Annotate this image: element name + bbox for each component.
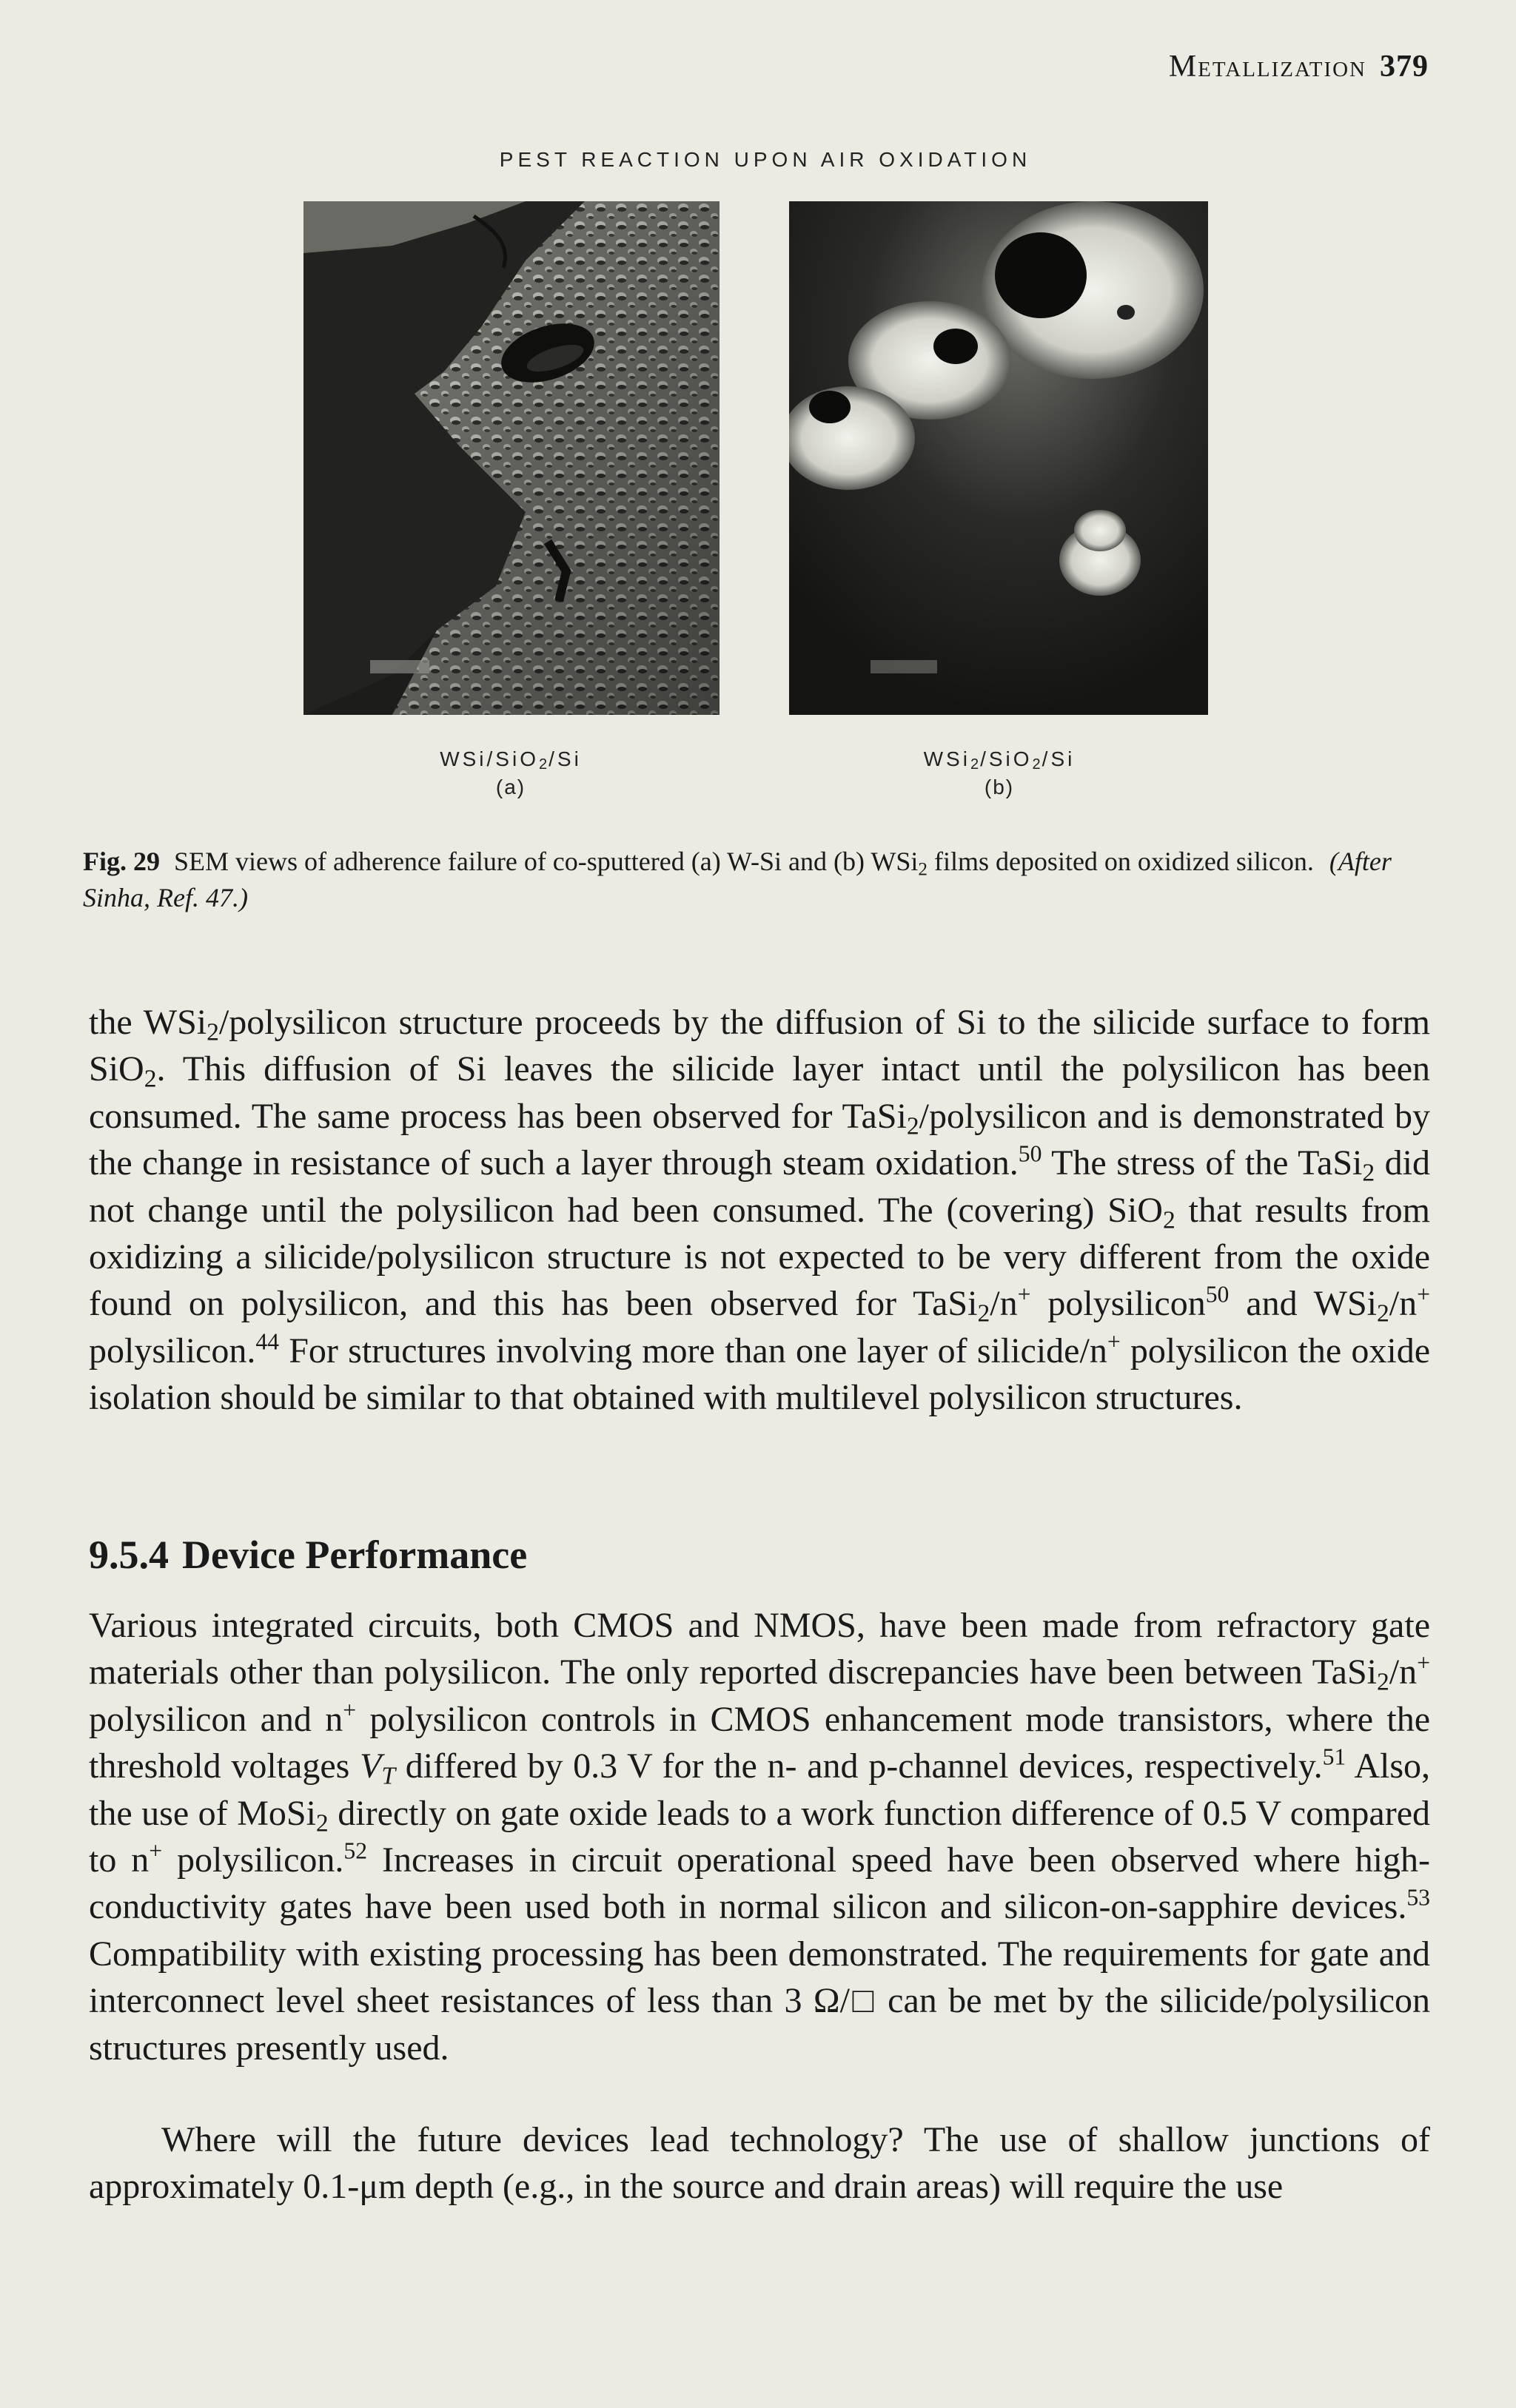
caption-text-1: SEM views of adherence failure of co-sputtered (a) W-Si and (b) WSi — [174, 847, 919, 876]
panel-a-label-sub: 2 — [538, 756, 549, 773]
running-title: Metallization — [1168, 50, 1366, 84]
p1-s4: /polysilicon and is demonstrated by the change in resistance of such a layer through steam oxidation. — [89, 1096, 1430, 1183]
panel-a-label-prefix: WSi/SiO — [440, 747, 539, 770]
p1-s1-sub: 2 — [207, 1018, 219, 1046]
p2-threshold-var-sub: T — [381, 1762, 396, 1790]
p2-s5: differed by 0.3 V for the n- and p-channel devices, respectively. — [395, 1746, 1323, 1786]
panel-b-label-sub1: 2 — [970, 756, 981, 773]
paragraph-1 — [89, 999, 1430, 1422]
p2-s7-sup: + — [149, 1837, 163, 1864]
paragraph-2 — [89, 1602, 1430, 2071]
p1-s13: For structures involving more than one layer of silicide/n — [279, 1331, 1107, 1371]
p2-s8-sup: 52 — [343, 1837, 368, 1864]
p1-s5: The stress of the TaSi — [1042, 1143, 1363, 1183]
p1-s9: polysilicon — [1030, 1284, 1206, 1324]
figure-number: Fig. 29 — [83, 847, 160, 876]
figure-caption — [83, 844, 1430, 916]
panel-b-letter: (b) — [984, 776, 1015, 798]
p2-s1: Various integrated circuits, both CMOS and NMOS, have been made from refractory gate materials other than polysilicon. The only reported discrepancies have been between TaSi — [89, 1606, 1430, 1692]
p1-s8: /n — [990, 1284, 1018, 1324]
p1-s7: that results from oxidizing a silicide/polysilicon structure is not expected to be very different from the oxide found on polysilicon, and this has been observed for TaSi — [89, 1190, 1430, 1324]
p2-s3: polysilicon and n — [89, 1699, 343, 1739]
sem-image-a-graphic — [303, 201, 720, 715]
p1-s2-sub: 2 — [144, 1065, 157, 1093]
panel-a-material — [440, 747, 582, 773]
section-heading — [89, 1532, 527, 1578]
p2-s6-sub: 2 — [315, 1809, 329, 1837]
p2-s4: polysilicon controls in CMOS enhancement mode transistors, where the threshold voltages — [89, 1699, 1430, 1786]
p1-s9-sup: 50 — [1205, 1282, 1230, 1308]
section-number: 9.5.4 — [89, 1533, 169, 1577]
section-title: Device Performance — [182, 1533, 528, 1577]
panel-label-a — [385, 746, 637, 800]
p2-s2-sup: + — [1417, 1649, 1430, 1676]
p2-s8: polysilicon. — [162, 1840, 344, 1880]
p1-s4-sup: 50 — [1018, 1140, 1042, 1167]
p2-threshold-var: V — [360, 1746, 382, 1786]
p1-s14: polysilicon the oxide isolation should be similar to that obtained with multilevel polysilicon structures. — [89, 1331, 1431, 1418]
p1-s10: and WSi — [1229, 1284, 1377, 1324]
sem-image-b — [789, 201, 1208, 715]
caption-text-2: films deposited on oxidized silicon. — [933, 847, 1314, 876]
figure-heading: PEST REACTION UPON AIR OXIDATION — [499, 148, 1032, 171]
p1-s13-sup: + — [1107, 1328, 1121, 1355]
p1-s7-sub: 2 — [977, 1299, 990, 1328]
caption-attribution: (After Sinha, Ref. 47.) — [83, 847, 1392, 912]
p2-s5-sup: 51 — [1322, 1743, 1346, 1770]
panel-a-letter: (a) — [495, 776, 526, 798]
p2-s10: Compatibility with existing processing has been demonstrated. The requirements for gate and interconnect level sheet resistances of less than 3 Ω/□ can be met by the silicide/polysilicon structures presently used. — [89, 1934, 1430, 2068]
panel-b-label-suffix: /Si — [1042, 747, 1076, 770]
p1-s8-sup: + — [1017, 1282, 1031, 1308]
sem-image-b-graphic — [789, 201, 1208, 715]
p1-s11-sup: + — [1417, 1282, 1431, 1308]
p2-s9-sup: 53 — [1406, 1885, 1430, 1911]
panel-b-material — [923, 747, 1076, 773]
p2-s3-sup: + — [343, 1697, 357, 1723]
p1-s11: /n — [1389, 1284, 1418, 1324]
p1-s10-sub: 2 — [1377, 1299, 1389, 1328]
p1-s3: . This diffusion of Si leaves the silicide layer intact until the polysilicon has been consumed. The same process has been observed for TaSi — [89, 1049, 1430, 1136]
p1-s12: polysilicon. — [89, 1331, 256, 1371]
panel-a-label-suffix: /Si — [549, 747, 582, 770]
p1-s6-sub: 2 — [1162, 1206, 1175, 1234]
panel-b-label-sub2: 2 — [1032, 756, 1042, 773]
paragraph-3: Where will the future devices lead technology? The use of shallow junctions of approximately 0.1-μm depth (e.g., in the source and drain areas) will require the use — [89, 2120, 1430, 2207]
p1-s1: the WSi — [89, 1003, 207, 1042]
p1-s5-sub: 2 — [1362, 1159, 1375, 1187]
p2-s1-sub: 2 — [1376, 1668, 1389, 1696]
panel-b-label-mid: /SiO — [980, 747, 1033, 770]
caption-sub-1: 2 — [918, 859, 928, 880]
panel-b-label-prefix: WSi — [923, 747, 970, 770]
p1-s2: /polysilicon structure proceeds by the diffusion of Si to the silicide surface to form SiO — [89, 1003, 1430, 1089]
p2-s7: directly on gate oxide leads to a work function difference of 0.5 V compared to n — [89, 1793, 1430, 1880]
running-head — [1169, 49, 1429, 84]
page-number: 379 — [1380, 50, 1429, 84]
p2-s6: Also, the use of MoSi — [89, 1746, 1431, 1833]
p1-s3-sub: 2 — [906, 1112, 919, 1140]
p2-s9: Increases in circuit operational speed have been observed where high-conductivity gates have been used both in normal silicon and silicon-on-sapphire devices. — [89, 1840, 1431, 1927]
panel-label-b — [873, 746, 1125, 800]
p1-s6: did not change until the polysilicon had been consumed. The (covering) SiO — [89, 1143, 1431, 1230]
sem-image-a — [303, 201, 720, 715]
p2-s2: /n — [1389, 1652, 1418, 1692]
p1-s12-sup: 44 — [255, 1328, 279, 1355]
